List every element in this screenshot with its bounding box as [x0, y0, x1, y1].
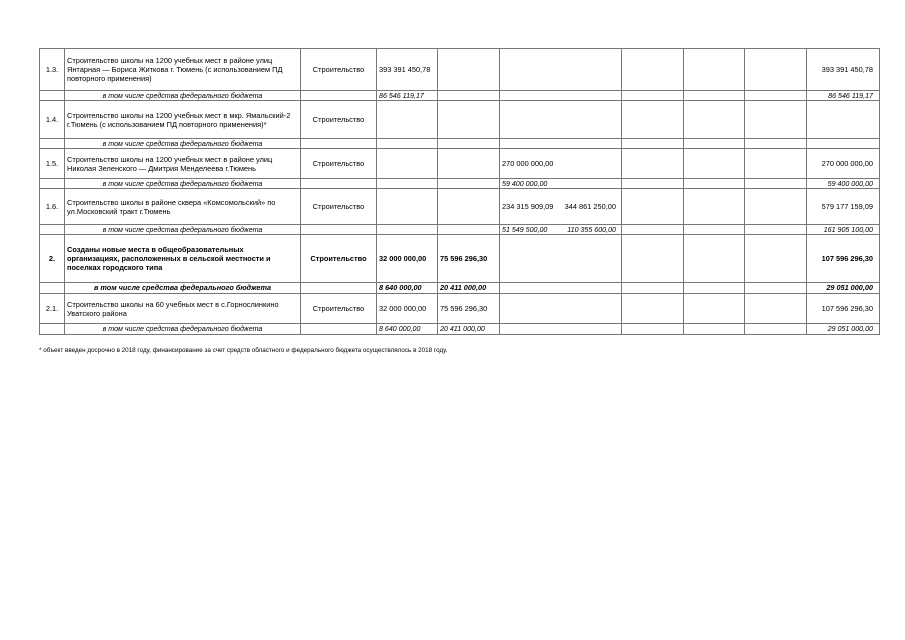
amount-col-2-cell — [438, 101, 500, 139]
footnote: * объект введен досрочно в 2018 году, финансирование за счет средств областного и федерального бюджета осуществлялось в 2018 году. — [39, 347, 448, 354]
amount-col-1-cell: 32 000 000,00 — [377, 294, 438, 324]
amount-col-5-cell — [684, 235, 745, 283]
table-row — [40, 101, 880, 139]
amount-col-3-cell — [500, 101, 622, 139]
amount-col-5-cell — [684, 324, 745, 335]
amount-col-4-cell — [622, 179, 684, 189]
object-name-cell: Строительство школы на 1200 учебных мест в мкр. Ямальский-2 г.Тюмень (с использованием ПД повторного применения)* — [65, 101, 301, 139]
amount-col-2-cell: 20 411 000,00 — [438, 324, 500, 335]
total-amount-cell: 29 051 000,00 — [807, 324, 880, 335]
amount-col-6-cell — [745, 324, 807, 335]
federal-budget-label: в том числе средства федерального бюджета — [65, 283, 301, 294]
category-cell: Строительство — [301, 189, 377, 225]
row-number-cell: 1.5. — [40, 149, 65, 179]
amount-col-2-cell — [438, 149, 500, 179]
object-name-cell: Строительство школы на 60 учебных мест в с.Горнослинкино Уватского района — [65, 294, 301, 324]
amount-col-3-cell — [500, 91, 622, 101]
amount-col-5-cell — [684, 49, 745, 91]
amount-col-4-cell — [622, 139, 684, 149]
budget-table — [39, 48, 880, 335]
object-name-cell: Созданы новые места в общеобразовательных организациях, расположенных в сельской местности и поселках городского типа — [65, 235, 301, 283]
category-cell: Строительство — [301, 101, 377, 139]
category-cell: Строительство — [301, 294, 377, 324]
amount-col-1-cell: 393 391 450,78 — [377, 49, 438, 91]
row-number-cell — [40, 225, 65, 235]
amount-col-6-cell — [745, 189, 807, 225]
amount-col-4-cell — [622, 49, 684, 91]
amount-col-3-cell — [500, 294, 622, 324]
amount-col-3a: 51 549 500,00 — [502, 225, 548, 234]
amount-col-6-cell — [745, 139, 807, 149]
amount-col-6-cell — [745, 283, 807, 294]
amount-col-5-cell — [684, 101, 745, 139]
row-number-cell: 2. — [40, 235, 65, 283]
total-amount-cell: 107 596 296,30 — [807, 235, 880, 283]
amount-col-1-cell — [377, 225, 438, 235]
category-cell — [301, 139, 377, 149]
amount-col-3-cell — [500, 189, 622, 225]
amount-col-4-cell — [622, 283, 684, 294]
table-body — [40, 49, 880, 335]
amount-col-1-cell — [377, 189, 438, 225]
category-cell: Строительство — [301, 235, 377, 283]
total-amount-cell: 59 400 000,00 — [807, 179, 880, 189]
amount-col-1-cell — [377, 149, 438, 179]
total-amount-cell: 161 905 100,00 — [807, 225, 880, 235]
category-cell: Строительство — [301, 149, 377, 179]
amount-col-2-cell — [438, 91, 500, 101]
row-number-cell — [40, 324, 65, 335]
row-number-cell — [40, 139, 65, 149]
total-amount-cell: 86 546 119,17 — [807, 91, 880, 101]
row-number-cell: 1.3. — [40, 49, 65, 91]
total-amount-cell: 107 596 296,30 — [807, 294, 880, 324]
table-row — [40, 49, 880, 91]
federal-budget-label: в том числе средства федерального бюджета — [65, 91, 301, 101]
amount-col-6-cell — [745, 225, 807, 235]
amount-col-2-cell: 75 596 296,30 — [438, 294, 500, 324]
amount-col-3-cell — [500, 49, 622, 91]
table-row — [40, 189, 880, 225]
amount-col-4-cell — [622, 235, 684, 283]
table-row — [40, 149, 880, 179]
amount-col-6-cell — [745, 294, 807, 324]
amount-col-3-cell — [500, 235, 622, 283]
federal-budget-label: в том числе средства федерального бюджета — [65, 225, 301, 235]
amount-col-1-cell — [377, 139, 438, 149]
amount-col-2-cell — [438, 49, 500, 91]
table-row — [40, 294, 880, 324]
amount-col-3-cell — [500, 324, 622, 335]
amount-col-2-cell — [438, 179, 500, 189]
federal-budget-row — [40, 225, 880, 235]
amount-col-1-cell — [377, 179, 438, 189]
total-amount-cell: 29 051 000,00 — [807, 283, 880, 294]
total-amount-cell: 393 391 450,78 — [807, 49, 880, 91]
amount-col-5-cell — [684, 294, 745, 324]
category-cell: Строительство — [301, 49, 377, 91]
amount-col-2-cell: 20 411 000,00 — [438, 283, 500, 294]
amount-col-3b — [616, 159, 619, 168]
row-number-cell — [40, 179, 65, 189]
amount-col-4-cell — [622, 101, 684, 139]
amount-col-2-cell — [438, 225, 500, 235]
amount-col-3a: 234 315 909,09 — [502, 202, 554, 211]
federal-budget-row — [40, 91, 880, 101]
amount-col-6-cell — [745, 179, 807, 189]
federal-budget-label: в том числе средства федерального бюджета — [65, 139, 301, 149]
total-amount-cell — [807, 101, 880, 139]
amount-col-6-cell — [745, 91, 807, 101]
amount-col-6-cell — [745, 235, 807, 283]
row-number-cell — [40, 283, 65, 294]
federal-budget-label: в том числе средства федерального бюджета — [65, 179, 301, 189]
amount-col-4-cell — [622, 324, 684, 335]
amount-col-1-cell: 32 000 000,00 — [377, 235, 438, 283]
amount-col-2-cell — [438, 189, 500, 225]
category-cell — [301, 91, 377, 101]
amount-col-6-cell — [745, 101, 807, 139]
amount-col-3b: 110 355 600,00 — [567, 225, 616, 234]
amount-col-1-cell — [377, 101, 438, 139]
amount-col-1-cell: 8 640 000,00 — [377, 283, 438, 294]
amount-col-4-cell — [622, 91, 684, 101]
row-number-cell: 1.6. — [40, 189, 65, 225]
object-name-cell: Строительство школы в районе сквера «Комсомольский» по ул.Московский тракт г.Тюмень — [65, 189, 301, 225]
row-number-cell — [40, 91, 65, 101]
amount-col-3-cell — [500, 283, 622, 294]
row-number-cell: 1.4. — [40, 101, 65, 139]
amount-col-1-cell: 8 640 000,00 — [377, 324, 438, 335]
amount-col-4-cell — [622, 189, 684, 225]
amount-col-6-cell — [745, 49, 807, 91]
amount-col-3b: 344 861 250,00 — [564, 202, 616, 211]
federal-budget-label: в том числе средства федерального бюджета — [65, 324, 301, 335]
amount-col-5-cell — [684, 139, 745, 149]
amount-col-5-cell — [684, 189, 745, 225]
amount-col-5-cell — [684, 225, 745, 235]
object-name-cell: Строительство школы на 1200 учебных мест в районе улиц Янтарная — Бориса Житкова г. Тюмень (с использованием ПД повторного применения) — [65, 49, 301, 91]
amount-col-4-cell — [622, 225, 684, 235]
row-number-cell: 2.1. — [40, 294, 65, 324]
amount-col-3-cell — [500, 149, 622, 179]
amount-col-5-cell — [684, 91, 745, 101]
federal-budget-row — [40, 139, 880, 149]
amount-col-4-cell — [622, 294, 684, 324]
category-cell — [301, 225, 377, 235]
amount-col-5-cell — [684, 179, 745, 189]
amount-col-2-cell: 75 596 296,30 — [438, 235, 500, 283]
amount-col-5-cell — [684, 149, 745, 179]
amount-col-3-cell — [500, 179, 622, 189]
amount-col-4-cell — [622, 149, 684, 179]
object-name-cell: Строительство школы на 1200 учебных мест в районе улиц Николая Зеленского — Дмитрия Менделеева г.Тюмень — [65, 149, 301, 179]
total-amount-cell: 270 000 000,00 — [807, 149, 880, 179]
category-cell — [301, 179, 377, 189]
amount-col-3a: 59 400 000,00 — [502, 179, 548, 188]
federal-budget-row — [40, 283, 880, 294]
amount-col-1-cell: 86 546 119,17 — [377, 91, 438, 101]
amount-col-3a: 270 000 000,00 — [502, 159, 554, 168]
amount-col-3-cell — [500, 225, 622, 235]
federal-budget-row — [40, 324, 880, 335]
budget-table-page — [39, 48, 880, 335]
amount-col-5-cell — [684, 283, 745, 294]
federal-budget-row — [40, 179, 880, 189]
table-row — [40, 235, 880, 283]
amount-col-3b — [616, 180, 619, 188]
category-cell — [301, 324, 377, 335]
amount-col-2-cell — [438, 139, 500, 149]
amount-col-6-cell — [745, 149, 807, 179]
category-cell — [301, 283, 377, 294]
amount-col-3-cell — [500, 139, 622, 149]
total-amount-cell: 579 177 159,09 — [807, 189, 880, 225]
total-amount-cell — [807, 139, 880, 149]
